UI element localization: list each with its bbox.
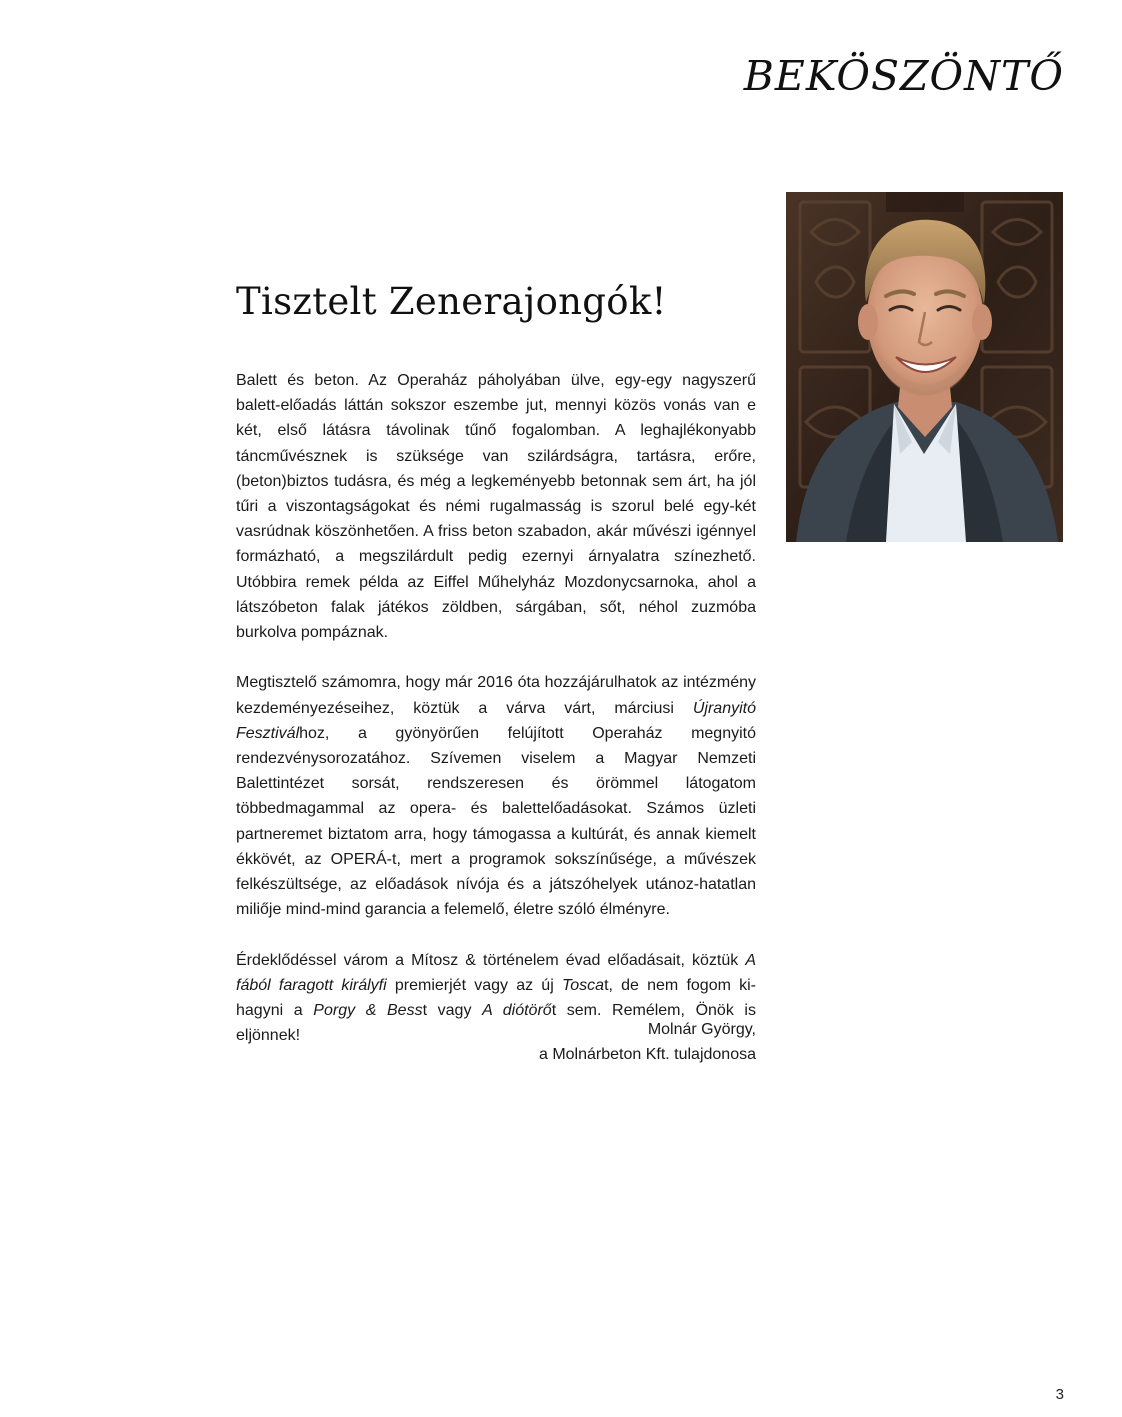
text-segment: t vagy bbox=[422, 1002, 483, 1020]
italic-title: Porgy & Bess bbox=[313, 1002, 423, 1020]
page-number: 3 bbox=[1055, 1386, 1064, 1403]
italic-title: A diótörő bbox=[482, 1002, 552, 1020]
text-segment: hoz, a gyönyörűen felújított Operaház megnyitó rendezvénysorozatához. Szívemen viselem a Magyar Nemzeti Balettintézet sorsát, rendszeresen és örömmel látogatom többedmagammal az opera- és balettelőadásokat. Számos üzleti partneremet biztatom arra, hogy támogassa a kultúrát, és annak kiemelt ékkövét, az OPERÁ-t, mert a programok sokszínűsége, a művészek felkészültsége, az előadások nívója és a játszóhelyek utánoz-hatatlan miliője mind-mind garancia a felemelő, életre szóló élményre. bbox=[236, 724, 756, 919]
italic-title: A fából faragott királyfi bbox=[236, 951, 756, 994]
paragraph bbox=[236, 670, 756, 922]
italic-title: Tosca bbox=[561, 976, 605, 994]
text-segment: Megtisztelő számomra, hogy már 2016 óta hozzájárulhatok az intézmény kezdeményezéseihez, köztük a várva várt, márciusi bbox=[236, 674, 756, 717]
signature bbox=[436, 1017, 756, 1067]
section-title: BEKÖSZÖNTŐ bbox=[743, 52, 1064, 100]
italic-title: Újranyitó Fesztivál bbox=[236, 699, 756, 742]
letter-heading: Tisztelt Zenerajongók! bbox=[236, 280, 667, 323]
portrait-photo bbox=[786, 192, 1063, 542]
letter-body bbox=[236, 368, 756, 1074]
text-segment: Balett és beton. Az Operaház páholyában ülve, egy-egy nagyszerű balett-előadás láttán sokszor eszembe jut, mennyi közös vonás van e két, első látásra távolinak tűnő fogalomban. A leghajlékonyabb táncművésznek is szüksége van szilárdságra, tartásra, erőre, (beton)biztos tudásra, és még a legkeményebb betonnak sem árt, ha jól tűri a viszontagságokat és némi rugalmasság is szorul belé egy-két vasrúdnak köszönhetően. A friss beton szabadon, akár művészi igénnyel formázható, a megszilárdult pedig ezernyi árnyalatra színezhető. Utóbbira remek példa az Eiffel Műhelyház Mozdonycsarnoka, ahol a látszóbeton falak játékos zöldben, sárgában, sőt, néhol zuzmóba burkolva pompáznak. bbox=[236, 372, 756, 642]
paragraph bbox=[236, 368, 756, 645]
text-segment: premierjét vagy az új bbox=[386, 976, 562, 994]
text-segment: Érdeklődéssel várom a Mítosz & történelem évad előadásait, köztük bbox=[236, 951, 746, 969]
text-segment: t sem. Remélem, Önök is eljönnek! bbox=[236, 1002, 756, 1045]
signature-name: Molnár György, bbox=[647, 1021, 756, 1038]
text-segment: t, de nem fogom ki-hagyni a bbox=[236, 976, 757, 1020]
signature-title: a Molnárbeton Kft. tulajdonosa bbox=[538, 1046, 756, 1064]
